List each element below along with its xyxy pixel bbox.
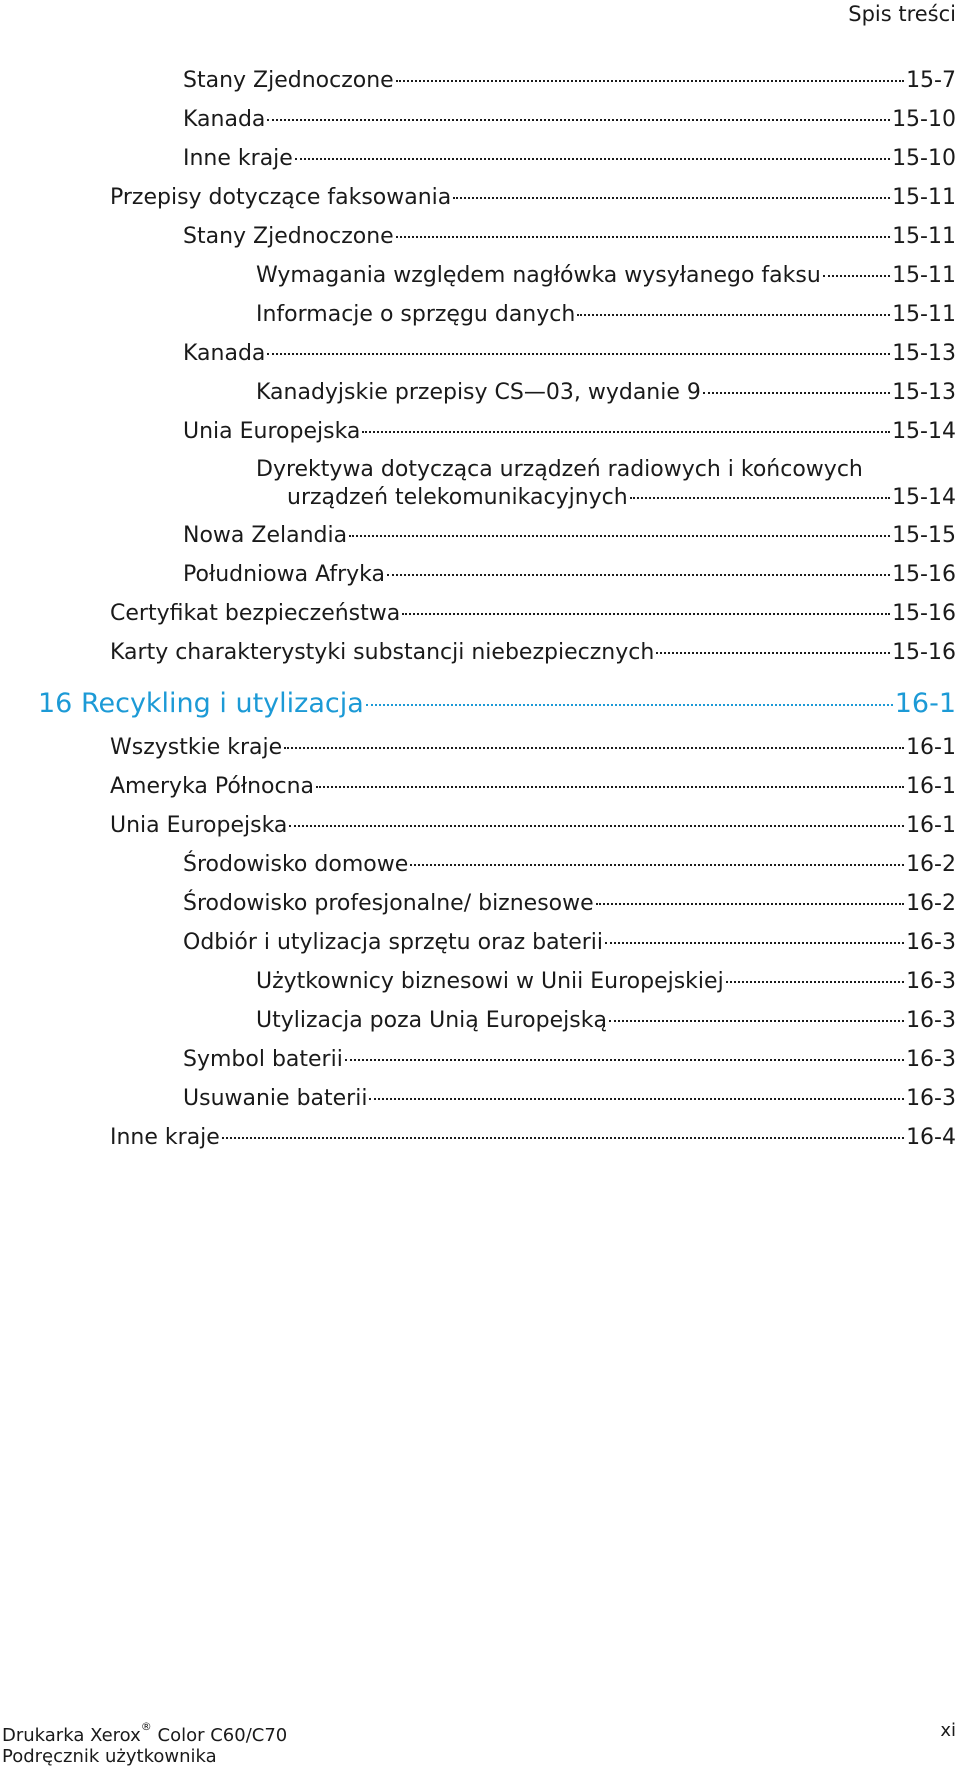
toc-entry-page: 15-10 <box>892 107 956 132</box>
toc-entry-label: Usuwanie baterii <box>183 1086 368 1111</box>
toc-entry-page: 15-11 <box>892 263 956 288</box>
toc-entry-stany-zjednoczone[interactable] <box>183 67 956 95</box>
dot-leader <box>453 197 890 199</box>
dot-leader <box>387 574 890 576</box>
toc-entry-label: Unia Europejska <box>110 813 288 838</box>
dot-leader <box>605 942 904 944</box>
toc-entry-label-line1: Dyrektywa dotycząca urządzeń radiowych i końcowych <box>256 457 863 482</box>
toc-chapter-label: 16 Recykling i utylizacja <box>38 688 364 719</box>
toc-entry-label: Karty charakterystyki substancji niebezpiecznych <box>110 640 655 665</box>
toc-entry-label: Kanada <box>183 107 266 132</box>
toc-entry-label: Kanadyjskie przepisy CS—03, wydanie 9 <box>256 380 701 405</box>
toc-entry-label: Nowa Zelandia <box>183 523 348 548</box>
toc-entry-page: 15-16 <box>892 640 956 665</box>
toc-entry-nowa-zelandia[interactable] <box>183 522 956 550</box>
toc-entry-dyrektywa-radiowa[interactable] <box>256 456 956 512</box>
footer-page-number: xi <box>940 1720 956 1741</box>
toc-entry-label: Stany Zjednoczone <box>183 224 394 249</box>
toc-entry-page: 16-1 <box>906 813 956 838</box>
toc-entry-page: 15-16 <box>892 562 956 587</box>
dot-leader <box>267 353 890 355</box>
toc-entry-label: Wszystkie kraje <box>110 735 283 760</box>
dot-leader <box>369 1098 904 1100</box>
toc-entry-page: 15-16 <box>892 601 956 626</box>
dot-leader <box>222 1137 904 1139</box>
dot-leader <box>402 613 890 615</box>
toc-entry-page: 15-7 <box>906 68 956 93</box>
toc-entry-label: Symbol baterii <box>183 1047 343 1072</box>
toc-entry-usuwanie-baterii[interactable] <box>183 1085 956 1113</box>
toc-entry-symbol-baterii[interactable] <box>183 1046 956 1074</box>
toc-entry-ameryka-polnocna[interactable] <box>110 773 956 801</box>
toc-entry-page: 15-13 <box>892 380 956 405</box>
toc-entry-page: 15-11 <box>892 302 956 327</box>
toc-entry-page: 16-3 <box>906 1086 956 1111</box>
toc-entry-page: 16-3 <box>906 1008 956 1033</box>
dot-leader <box>577 314 890 316</box>
toc-entry-kanadyjskie-przepisy[interactable] <box>256 379 956 407</box>
dot-leader <box>345 1059 904 1061</box>
toc-entry-karty-charakterystyki[interactable] <box>110 639 956 667</box>
dot-leader <box>316 786 904 788</box>
dot-leader <box>349 535 890 537</box>
dot-leader <box>630 497 890 499</box>
toc-entry-inne-kraje-recykling[interactable] <box>110 1124 956 1152</box>
toc-chapter-16-recykling[interactable] <box>38 687 956 721</box>
toc-entry-label: Stany Zjednoczone <box>183 68 394 93</box>
toc-entry-label: Certyfikat bezpieczeństwa <box>110 601 401 626</box>
toc-entry-label: Środowisko domowe <box>183 852 409 877</box>
dot-leader <box>703 392 890 394</box>
dot-leader <box>396 236 890 238</box>
toc-entry-label: Informacje o sprzęgu danych <box>256 302 576 327</box>
dot-leader <box>596 903 904 905</box>
toc-entry-page: 15-14 <box>892 419 956 444</box>
dot-leader <box>267 119 890 121</box>
toc-entry-page: 15-11 <box>892 185 956 210</box>
toc-entry-page: 16-2 <box>906 852 956 877</box>
toc-entry-label: Unia Europejska <box>183 419 361 444</box>
toc-entry-page: 16-3 <box>906 969 956 994</box>
toc-entry-page: 16-4 <box>906 1125 956 1150</box>
toc-entry-poludniowa-afryka[interactable] <box>183 561 956 589</box>
toc-entry-page: 15-15 <box>892 523 956 548</box>
toc-entry-page: 16-3 <box>906 1047 956 1072</box>
toc-entry-page: 15-10 <box>892 146 956 171</box>
toc-entry-srodowisko-profesjonalne[interactable] <box>183 890 956 918</box>
toc-entry-kanada[interactable] <box>183 106 956 134</box>
toc-entry-page: 16-1 <box>906 735 956 760</box>
dot-leader <box>295 158 890 160</box>
registered-trademark-mark: ® <box>140 1720 152 1733</box>
toc-entry-przepisy-faksowania[interactable] <box>110 184 956 212</box>
footer-guide-title: Podręcznik użytkownika <box>2 1746 217 1767</box>
toc-entry-label: urządzeń telekomunikacyjnych <box>287 485 628 510</box>
toc-entry-uzytkownicy-biznesowi[interactable] <box>256 968 956 996</box>
dot-leader <box>656 652 890 654</box>
toc-entry-label: Inne kraje <box>110 1125 220 1150</box>
toc-entry-stany-zjednoczone-fax[interactable] <box>183 223 956 251</box>
footer-product-suffix: Color C60/C70 <box>151 1725 288 1746</box>
footer-product-name <box>2 1719 287 1748</box>
toc-entry-label: Ameryka Północna <box>110 774 315 799</box>
toc-entry-inne-kraje[interactable] <box>183 145 956 173</box>
toc-entry-certyfikat-bezpieczenstwa[interactable] <box>110 600 956 628</box>
dot-leader <box>284 747 904 749</box>
dot-leader <box>362 431 890 433</box>
toc-entry-utylizacja-poza-ue[interactable] <box>256 1007 956 1035</box>
dot-leader <box>726 981 904 983</box>
toc-chapter-page: 16-1 <box>894 688 956 719</box>
toc-entry-page: 15-13 <box>892 341 956 366</box>
toc-entry-label: Odbiór i utylizacja sprzętu oraz baterii <box>183 930 604 955</box>
toc-entry-odbior-utylizacja[interactable] <box>183 929 956 957</box>
toc-entry-unia-europejska-fax[interactable] <box>183 418 956 446</box>
dot-leader <box>366 704 893 706</box>
toc-entry-unia-europejska[interactable] <box>110 812 956 840</box>
dot-leader <box>289 825 904 827</box>
toc-entry-label: Przepisy dotyczące faksowania <box>110 185 452 210</box>
dot-leader <box>609 1020 904 1022</box>
toc-entry-page: 15-14 <box>892 485 956 510</box>
dot-leader <box>410 864 904 866</box>
toc-entry-label: Środowisko profesjonalne/ biznesowe <box>183 891 594 916</box>
toc-entry-page: 16-3 <box>906 930 956 955</box>
toc-entry-label: Południowa Afryka <box>183 562 385 587</box>
dot-leader <box>396 80 904 82</box>
toc-entry-page: 16-1 <box>906 774 956 799</box>
toc-entry-page: 15-11 <box>892 224 956 249</box>
footer-product-prefix: Drukarka Xerox <box>2 1725 141 1746</box>
toc-entry-kanada-fax[interactable] <box>183 340 956 368</box>
toc-entry-informacje-sprzegu[interactable] <box>256 301 956 329</box>
toc-entry-page: 16-2 <box>906 891 956 916</box>
toc-entry-wymagania-naglowka[interactable] <box>256 262 956 290</box>
toc-entry-label: Wymagania względem nagłówka wysyłanego faksu <box>256 263 821 288</box>
toc-entry-wszystkie-kraje[interactable] <box>110 734 956 762</box>
toc-entry-srodowisko-domowe[interactable] <box>183 851 956 879</box>
toc-entry-label: Użytkownicy biznesowi w Unii Europejskiej <box>256 969 724 994</box>
running-header-title: Spis treści <box>848 2 956 26</box>
dot-leader <box>823 275 890 277</box>
toc-entry-label: Kanada <box>183 341 266 366</box>
toc-entry-label: Inne kraje <box>183 146 293 171</box>
toc-entry-label: Utylizacja poza Unią Europejską <box>256 1008 607 1033</box>
